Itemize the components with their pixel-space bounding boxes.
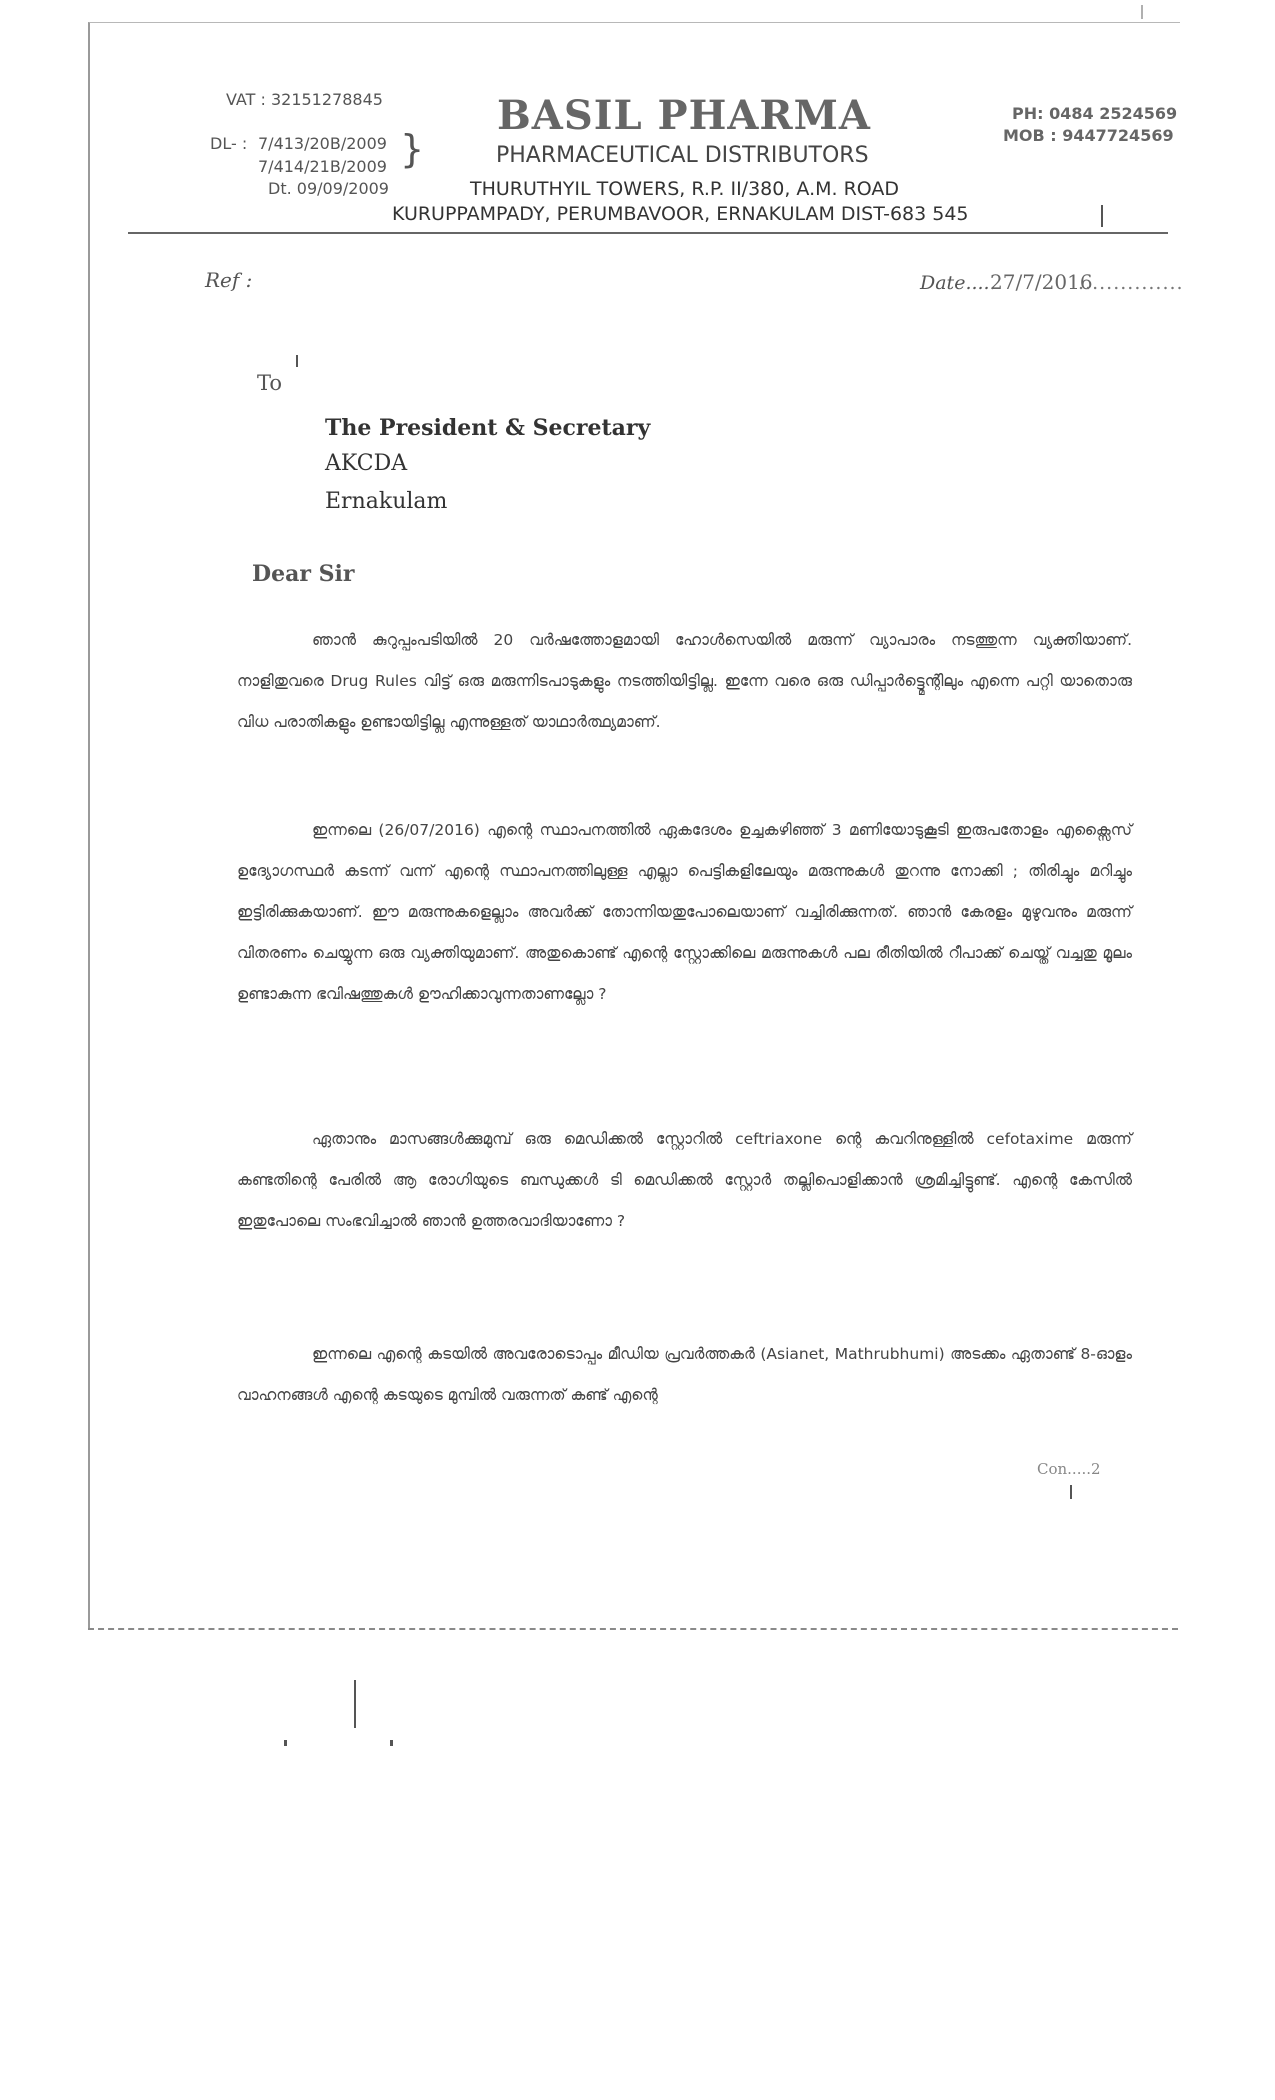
company-subtitle: PHARMACEUTICAL DISTRIBUTORS (496, 143, 869, 168)
mobile-number: MOB : 9447724569 (1003, 126, 1174, 145)
date-value: 27/7/2016 (990, 270, 1093, 294)
dl-number-2: 7/414/21B/2009 (258, 157, 387, 176)
date-dots: ............... (1078, 272, 1184, 294)
dl-number-1: 7/413/20B/2009 (258, 134, 387, 153)
dl-label: DL- : (210, 134, 248, 153)
continuation-note: Con.....2 (1037, 1460, 1101, 1478)
scan-mark (296, 355, 298, 367)
body-paragraph-3: ഏതാനും മാസങ്ങൾക്കുമുമ്പ് ഒരു മെഡിക്കൽ സ്റ്റോറിൽ ceftriaxone ന്റെ കവറിനുള്ളിൽ cefotaxime മരുന്ന് കണ്ടതിന്റെ പേരിൽ ആ രോഗിയുടെ ബന്ധുക്കൾ ടി മെഡിക്കൽ സ്റ്റോർ തല്ലിപൊളിക്കാൻ ശ്രമിച്ചിട്ടുണ്ട്. എന്റെ കേസിൽ ഇതുപോലെ സംഭവിച്ചാൽ ഞാൻ ഉത്തരവാദിയാണോ ? (237, 1130, 1132, 1230)
phone-number: PH: 0484 2524569 (1012, 104, 1178, 123)
scan-mark (284, 1740, 287, 1746)
page-bottom-edge (88, 1628, 1178, 1630)
recipient-line1: The President & Secretary (325, 415, 651, 441)
scan-mark (390, 1740, 393, 1746)
salutation: Dear Sir (252, 561, 355, 587)
letterhead-rule (128, 232, 1168, 234)
date-label: Date..... (920, 272, 996, 294)
dl-date: Dt. 09/09/2009 (268, 179, 389, 198)
body-paragraph-1: ഞാൻ കുറുപ്പംപടിയിൽ 20 വർഷത്തോളമായി ഹോൾസെയിൽ മരുന്ന് വ്യാപാരം നടത്തുന്ന വ്യക്തിയാണ്. നാളിതുവരെ Drug Rules വിട്ട് ഒരു മരുന്നിടപാടുകളും നടത്തിയിട്ടില്ല. ഇന്നേ വരെ ഒരു ഡിപ്പാർട്ട്മെന്റിലും എന്നെ പറ്റി യാതൊരു വിധ പരാതികളും ഉണ്ടായിട്ടില്ല എന്നുള്ളത് യാഥാർത്ഥ്യമാണ്. (237, 631, 1132, 731)
to-label: To (257, 371, 283, 395)
brace-glyph: } (400, 127, 425, 171)
company-address-line1: THURUTHYIL TOWERS, R.P. II/380, A.M. ROAD (470, 178, 900, 200)
scan-mark (1141, 5, 1143, 19)
recipient-line2: AKCDA (325, 451, 408, 476)
scan-mark (1101, 205, 1103, 227)
company-address-line2: KURUPPAMPADY, PERUMBAVOOR, ERNAKULAM DIST-683 545 (392, 203, 969, 225)
ref-label: Ref : (205, 268, 253, 292)
company-name: BASIL PHARMA (497, 92, 871, 139)
vat-number: VAT : 32151278845 (226, 90, 383, 109)
recipient-line3: Ernakulam (325, 489, 448, 514)
body-paragraph-4: ഇന്നലെ എന്റെ കടയിൽ അവരോടൊപ്പം മീഡിയ പ്രവർത്തകർ (Asianet, Mathrubhumi) അടക്കം ഏതാണ്ട് 8-ഓളം വാഹനങ്ങൾ എന്റെ കടയുടെ മുമ്പിൽ വരുന്നത് കണ്ട് എന്റെ (237, 1345, 1132, 1404)
scan-mark (354, 1680, 356, 1728)
body-paragraph-2: ഇന്നലെ (26/07/2016) എന്റെ സ്ഥാപനത്തിൽ ഏകദേശം ഉച്ചകഴിഞ്ഞ് 3 മണിയോടുകൂടി ഇരുപതോളം എക്സൈസ് ഉദ്യോഗസ്ഥർ കടന്ന് വന്ന് എന്റെ സ്ഥാപനത്തിലുള്ള എല്ലാ പെട്ടികളിലേയും മരുന്നുകൾ തുറന്നു നോക്കി ; തിരിച്ചും മറിച്ചും ഇട്ടിരിക്കുകയാണ്. ഈ മരുന്നുകളെല്ലാം അവർക്ക് തോന്നിയതുപോലെയാണ് വച്ചിരിക്കുന്നത്. ഞാൻ കേരളം മുഴുവനും മരുന്ന് വിതരണം ചെയ്യുന്ന ഒരു വ്യക്തിയുമാണ്. അതുകൊണ്ട് എന്റെ സ്റ്റോക്കിലെ മരുന്നുകൾ പല രീതിയിൽ റീപാക്ക് ചെയ്ത് വച്ചതു മൂലം ഉണ്ടാകുന്ന ഭവിഷത്തുകൾ ഊഹിക്കാവുന്നതാണല്ലോ ? (237, 821, 1132, 1003)
scan-mark (1070, 1485, 1072, 1499)
